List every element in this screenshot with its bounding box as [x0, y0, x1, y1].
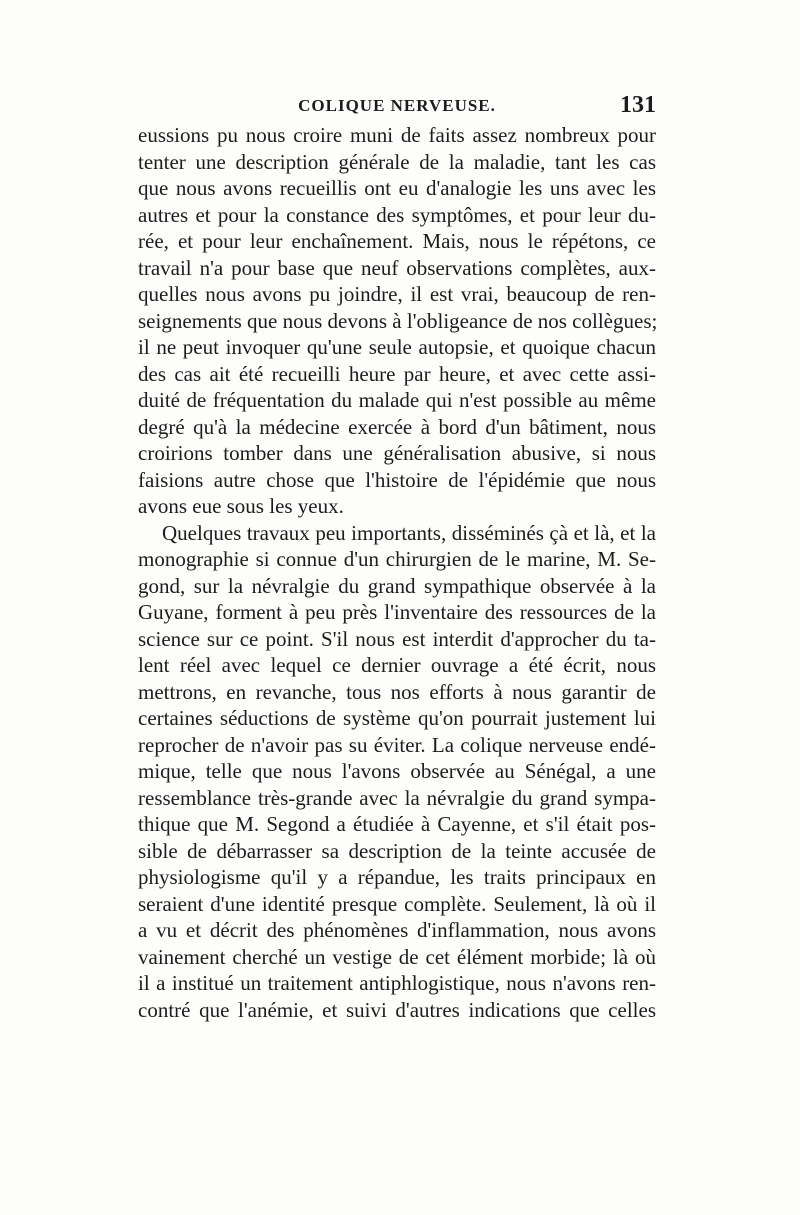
text-line: ressemblance très-grande avec la névralgie du grand sympa- — [138, 785, 656, 810]
text-line: duité de fréquentation du malade qui n'est possible au même — [138, 388, 656, 412]
text-line: monographie si connue d'un chirurgien de le marine, M. Se- — [138, 547, 656, 571]
body-text — [138, 122, 656, 1023]
text-line: vainement cherché un vestige de cet élément morbide; là où — [138, 944, 656, 969]
text-line: autres et pour la constance des symptômes, et pour leur du- — [138, 202, 656, 227]
text-line: science sur ce point. S'il nous est interdit d'approcher du ta- — [138, 626, 656, 651]
text-line: travail n'a pour base que neuf observations complètes, aux- — [138, 255, 656, 280]
text-line: des cas ait été recueilli heure par heure, et avec cette assi- — [138, 361, 656, 386]
text-line: a vu et décrit des phénomènes d'inflammation, nous avons — [138, 918, 656, 942]
text-line: croirions tomber dans une généralisation abusive, si nous — [138, 441, 656, 465]
text-line: tenter une description générale de la maladie, tant les cas — [138, 149, 656, 174]
paragraph-1 — [138, 122, 656, 520]
text-line: Guyane, forment à peu près l'inventaire des ressources de la — [138, 600, 656, 624]
text-line: seraient d'une identité presque complète. Seulement, là où il — [138, 891, 656, 916]
running-title: COLIQUE NERVEUSE. — [298, 96, 496, 115]
text-line: gond, sur la névralgie du grand sympathique observée à la — [138, 573, 656, 598]
text-line: faisions autre chose que l'histoire de l'épidémie que nous — [138, 467, 656, 492]
text-line: avons eue sous les yeux. — [138, 494, 344, 518]
text-line: contré que l'anémie, et suivi d'autres indications que celles — [138, 997, 656, 1022]
text-line: mique, telle que nous l'avons observée au Sénégal, a une — [138, 759, 656, 783]
page-number: 131 — [620, 92, 656, 118]
text-line: mettrons, en revanche, tous nos efforts à nous garantir de — [138, 679, 656, 704]
text-line: seignements que nous devons à l'obligeance de nos collègues; — [138, 308, 658, 333]
text-line: rée, et pour leur enchaînement. Mais, nous le répétons, ce — [138, 229, 656, 253]
text-line: il ne peut invoquer qu'une seule autopsie, et quoique chacun — [138, 335, 656, 359]
text-line: eussions pu nous croire muni de faits assez nombreux pour — [138, 123, 656, 147]
text-line: quelles nous avons pu joindre, il est vrai, beaucoup de ren- — [138, 282, 656, 306]
text-line: degré qu'à la médecine exercée à bord d'un bâtiment, nous — [138, 414, 656, 439]
text-line: physiologisme qu'il y a répandue, les traits principaux en — [138, 865, 656, 889]
paragraph-2 — [138, 520, 656, 1024]
text-line: lent réel avec lequel ce dernier ouvrage a été écrit, nous — [138, 653, 656, 677]
text-line: reprocher de n'avoir pas su éviter. La colique nerveuse endé- — [138, 732, 656, 757]
text-line: certaines séductions de système qu'on pourrait justement lui — [138, 706, 656, 730]
text-line: Quelques travaux peu importants, disséminés çà et là, et la — [162, 520, 656, 545]
text-line: thique que M. Segond a étudiée à Cayenne, et s'il était pos- — [138, 812, 656, 836]
text-line: que nous avons recueillis ont eu d'analogie les uns avec les — [138, 176, 656, 200]
text-line: il a institué un traitement antiphlogistique, nous n'avons ren- — [138, 971, 656, 995]
text-line: sible de débarrasser sa description de la teinte accusée de — [138, 838, 656, 863]
running-head — [138, 92, 656, 120]
